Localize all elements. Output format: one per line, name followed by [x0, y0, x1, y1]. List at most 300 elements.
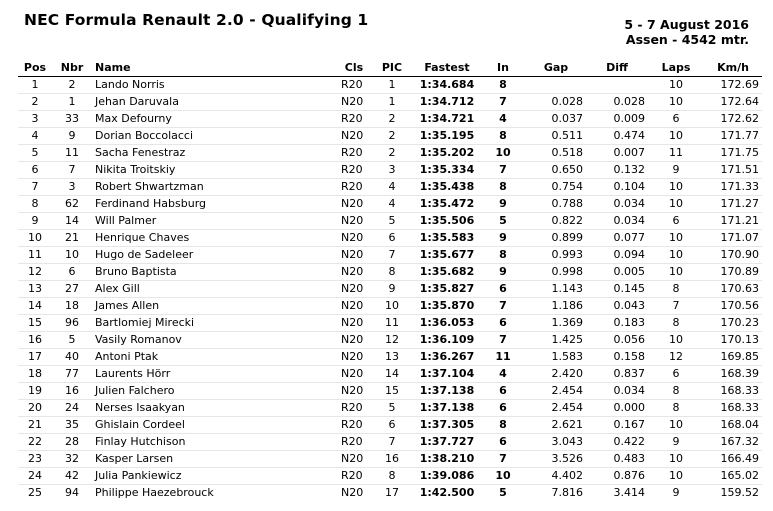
cell-pos: 17	[18, 349, 52, 366]
table-row	[18, 400, 762, 417]
table-row	[18, 298, 762, 315]
cell-gap: 0.754	[526, 179, 586, 196]
cell-in: 8	[480, 128, 526, 145]
cell-name: Julien Falchero	[92, 383, 338, 400]
cell-laps: 6	[648, 213, 704, 230]
cell-laps: 10	[648, 179, 704, 196]
col-header-name: Name	[92, 58, 338, 77]
cell-cls: R20	[338, 400, 370, 417]
cell-pos: 7	[18, 179, 52, 196]
cell-in: 8	[480, 417, 526, 434]
cell-pic: 9	[370, 281, 414, 298]
cell-nbr: 18	[52, 298, 92, 315]
cell-name: Henrique Chaves	[92, 230, 338, 247]
cell-diff: 0.077	[586, 230, 648, 247]
cell-gap: 2.454	[526, 383, 586, 400]
cell-name: Robert Shwartzman	[92, 179, 338, 196]
cell-gap: 2.454	[526, 400, 586, 417]
cell-in: 7	[480, 332, 526, 349]
table-row	[18, 145, 762, 162]
cell-diff: 0.009	[586, 111, 648, 128]
cell-gap: 0.518	[526, 145, 586, 162]
cell-fastest: 1:37.104	[414, 366, 480, 383]
cell-cls: N20	[338, 94, 370, 111]
cell-cls: R20	[338, 434, 370, 451]
cell-kmh: 165.02	[704, 468, 762, 485]
cell-in: 8	[499, 78, 507, 91]
cell-gap: 0.650	[526, 162, 586, 179]
table-row	[18, 332, 762, 349]
cell-name: Philippe Haezebrouck	[92, 485, 338, 502]
cell-gap: 4.402	[526, 468, 586, 485]
cell-diff: 0.034	[586, 383, 648, 400]
cell-in: 7	[480, 94, 526, 111]
cell-cls: R20	[338, 111, 370, 128]
cell-in: 8	[480, 247, 526, 264]
cell-name: Bartlomiej Mirecki	[92, 315, 338, 332]
cell-pos: 24	[18, 468, 52, 485]
cell-fastest: 1:34.721	[414, 111, 480, 128]
cell-fastest: 1:35.870	[414, 298, 480, 315]
cell-diff: 0.104	[586, 179, 648, 196]
cell-gap: 3.043	[526, 434, 586, 451]
cell-fastest: 1:36.109	[414, 332, 480, 349]
col-header-nbr: Nbr	[52, 58, 92, 77]
cell-laps: 10	[648, 128, 704, 145]
cell-nbr: 96	[52, 315, 92, 332]
cell-nbr: 35	[52, 417, 92, 434]
cell-nbr: 77	[52, 366, 92, 383]
cell-kmh: 170.13	[704, 332, 762, 349]
cell-kmh: 171.27	[704, 196, 762, 213]
cell-laps: 8	[648, 281, 704, 298]
cell-laps: 10	[648, 94, 704, 111]
cell-pos: 5	[18, 145, 52, 162]
table-row	[18, 366, 762, 383]
cell-cls: N20	[338, 349, 370, 366]
cell-diff: 0.034	[586, 213, 648, 230]
cell-diff: 3.414	[586, 485, 648, 502]
table-row	[18, 179, 762, 196]
cell-kmh: 171.77	[704, 128, 762, 145]
cell-pos: 13	[18, 281, 52, 298]
table-row	[18, 77, 762, 94]
cell-nbr: 94	[52, 485, 92, 502]
cell-cls: N20	[338, 196, 370, 213]
table-row	[18, 162, 762, 179]
cell-laps: 10	[648, 451, 704, 468]
cell-name: Nerses Isaakyan	[92, 400, 338, 417]
cell-laps: 6	[648, 111, 704, 128]
cell-pic: 7	[370, 434, 414, 451]
cell-kmh: 172.69	[720, 78, 759, 91]
cell-nbr: 27	[52, 281, 92, 298]
cell-pos: 16	[18, 332, 52, 349]
cell-pos: 2	[18, 94, 52, 111]
cell-name: Ghislain Cordeel	[92, 417, 338, 434]
cell-gap: 1.369	[526, 315, 586, 332]
cell-pos: 20	[18, 400, 52, 417]
cell-gap: 2.621	[526, 417, 586, 434]
cell-pic: 6	[370, 230, 414, 247]
cell-pos: 23	[18, 451, 52, 468]
table-row	[18, 264, 762, 281]
cell-kmh: 168.33	[704, 383, 762, 400]
cell-nbr: 10	[52, 247, 92, 264]
cell-diff: 0.005	[586, 264, 648, 281]
cell-pos: 18	[18, 366, 52, 383]
cell-laps: 10	[669, 78, 683, 91]
cell-name: Julia Pankiewicz	[92, 468, 338, 485]
cell-cls: N20	[338, 366, 370, 383]
cell-gap: 0.998	[526, 264, 586, 281]
cell-pos: 12	[18, 264, 52, 281]
cell-name: Kasper Larsen	[92, 451, 338, 468]
cell-pos: 15	[18, 315, 52, 332]
cell-kmh: 170.23	[704, 315, 762, 332]
col-header-pic: PIC	[370, 58, 414, 77]
cell-pos: 6	[18, 162, 52, 179]
cell-kmh: 168.39	[704, 366, 762, 383]
table-row	[18, 451, 762, 468]
cell-in: 4	[480, 366, 526, 383]
cell-kmh: 171.21	[704, 213, 762, 230]
cell-nbr: 14	[52, 213, 92, 230]
cell-in: 7	[480, 451, 526, 468]
cell-diff: 0.145	[586, 281, 648, 298]
cell-cls: N20	[338, 315, 370, 332]
cell-in: 5	[480, 213, 526, 230]
table-row	[18, 315, 762, 332]
cell-pos: 1	[31, 78, 39, 91]
cell-in: 4	[480, 111, 526, 128]
cell-gap: 0.822	[526, 213, 586, 230]
cell-fastest: 1:35.438	[414, 179, 480, 196]
cell-fastest: 1:36.053	[414, 315, 480, 332]
cell-name: Finlay Hutchison	[92, 434, 338, 451]
table-row	[18, 417, 762, 434]
cell-fastest: 1:36.267	[414, 349, 480, 366]
cell-diff: 0.056	[586, 332, 648, 349]
cell-nbr: 6	[52, 264, 92, 281]
cell-kmh: 167.32	[704, 434, 762, 451]
cell-nbr: 7	[52, 162, 92, 179]
cell-laps: 12	[648, 349, 704, 366]
cell-in: 9	[480, 264, 526, 281]
cell-cls: R20	[338, 417, 370, 434]
col-header-kmh: Km/h	[704, 58, 762, 77]
cell-diff: 0.183	[586, 315, 648, 332]
cell-in: 6	[480, 315, 526, 332]
cell-pic: 10	[370, 298, 414, 315]
cell-gap: 0.511	[526, 128, 586, 145]
cell-nbr: 40	[52, 349, 92, 366]
cell-fastest: 1:34.684	[419, 78, 475, 91]
cell-kmh: 170.63	[704, 281, 762, 298]
cell-pos: 8	[18, 196, 52, 213]
cell-diff: 0.876	[586, 468, 648, 485]
cell-pos: 11	[18, 247, 52, 264]
cell-in: 9	[480, 196, 526, 213]
cell-cls: R20	[338, 162, 370, 179]
cell-cls: N20	[338, 128, 370, 145]
cell-kmh: 159.52	[704, 485, 762, 502]
cell-gap: 3.526	[526, 451, 586, 468]
cell-gap: 2.420	[526, 366, 586, 383]
cell-name: Sacha Fenestraz	[92, 145, 338, 162]
cell-cls: N20	[338, 383, 370, 400]
cell-pos: 10	[18, 230, 52, 247]
cell-nbr: 32	[52, 451, 92, 468]
cell-nbr: 16	[52, 383, 92, 400]
cell-pos: 9	[18, 213, 52, 230]
event-date: 5 - 7 August 2016	[624, 17, 749, 32]
cell-laps: 8	[648, 315, 704, 332]
cell-fastest: 1:37.305	[414, 417, 480, 434]
cell-in: 10	[480, 145, 526, 162]
cell-fastest: 1:35.195	[414, 128, 480, 145]
cell-pos: 4	[18, 128, 52, 145]
cell-gap: 0.899	[526, 230, 586, 247]
cell-nbr: 24	[52, 400, 92, 417]
cell-name: Alex Gill	[92, 281, 338, 298]
cell-kmh: 166.49	[704, 451, 762, 468]
cell-fastest: 1:35.202	[414, 145, 480, 162]
cell-name: Laurents Hörr	[92, 366, 338, 383]
cell-pic: 2	[370, 145, 414, 162]
cell-gap: 0.028	[526, 94, 586, 111]
cell-diff	[586, 77, 648, 94]
cell-name: Bruno Baptista	[92, 264, 338, 281]
cell-pos: 21	[18, 417, 52, 434]
cell-pic: 12	[370, 332, 414, 349]
col-header-pos: Pos	[18, 58, 52, 77]
cell-laps: 9	[648, 434, 704, 451]
cell-fastest: 1:35.677	[414, 247, 480, 264]
results-table	[18, 58, 762, 501]
cell-cls: N20	[338, 332, 370, 349]
cell-name: Jehan Daruvala	[92, 94, 338, 111]
cell-fastest: 1:35.472	[414, 196, 480, 213]
cell-nbr: 21	[52, 230, 92, 247]
cell-fastest: 1:37.138	[414, 383, 480, 400]
cell-laps: 11	[648, 145, 704, 162]
cell-kmh: 171.75	[704, 145, 762, 162]
col-header-laps: Laps	[648, 58, 704, 77]
cell-name: James Allen	[92, 298, 338, 315]
cell-kmh: 172.64	[704, 94, 762, 111]
table-row	[18, 111, 762, 128]
cell-pos: 3	[18, 111, 52, 128]
cell-laps: 10	[648, 196, 704, 213]
cell-nbr: 62	[52, 196, 92, 213]
table-row	[18, 434, 762, 451]
cell-nbr: 42	[52, 468, 92, 485]
table-row	[18, 468, 762, 485]
cell-cls: R20	[338, 145, 370, 162]
table-row	[18, 281, 762, 298]
cell-pic: 6	[370, 417, 414, 434]
page-title: NEC Formula Renault 2.0 - Qualifying 1	[24, 11, 369, 29]
cell-fastest: 1:35.827	[414, 281, 480, 298]
cell-nbr: 2	[68, 78, 76, 91]
cell-laps: 10	[648, 332, 704, 349]
cell-name: Vasily Romanov	[92, 332, 338, 349]
cell-name: Ferdinand Habsburg	[92, 196, 338, 213]
cell-diff: 0.000	[586, 400, 648, 417]
table-row	[18, 247, 762, 264]
cell-pic: 15	[370, 383, 414, 400]
cell-gap: 1.143	[526, 281, 586, 298]
cell-cls: N20	[338, 264, 370, 281]
cell-pic: 17	[370, 485, 414, 502]
cell-kmh: 171.33	[704, 179, 762, 196]
cell-diff: 0.837	[586, 366, 648, 383]
table-row	[18, 94, 762, 111]
cell-pic: 4	[370, 196, 414, 213]
cell-kmh: 171.51	[704, 162, 762, 179]
cell-name: Nikita Troitskiy	[92, 162, 338, 179]
cell-in: 6	[480, 281, 526, 298]
cell-in: 11	[480, 349, 526, 366]
cell-laps: 10	[648, 230, 704, 247]
table-row	[18, 128, 762, 145]
cell-nbr: 11	[52, 145, 92, 162]
cell-cls: N20	[338, 213, 370, 230]
cell-fastest: 1:34.712	[414, 94, 480, 111]
cell-cls: N20	[338, 247, 370, 264]
cell-gap: 7.816	[526, 485, 586, 502]
cell-kmh: 170.90	[704, 247, 762, 264]
cell-cls: R20	[338, 468, 370, 485]
cell-nbr: 33	[52, 111, 92, 128]
cell-nbr: 3	[52, 179, 92, 196]
cell-name: Will Palmer	[92, 213, 338, 230]
cell-cls: N20	[338, 298, 370, 315]
cell-pic: 2	[370, 128, 414, 145]
cell-pic: 5	[370, 400, 414, 417]
cell-diff: 0.043	[586, 298, 648, 315]
cell-pic: 7	[370, 247, 414, 264]
cell-gap: 1.583	[526, 349, 586, 366]
cell-kmh: 171.07	[704, 230, 762, 247]
table-row	[18, 196, 762, 213]
cell-diff: 0.474	[586, 128, 648, 145]
cell-pic: 16	[370, 451, 414, 468]
cell-pos: 19	[18, 383, 52, 400]
cell-diff: 0.167	[586, 417, 648, 434]
cell-pic: 14	[370, 366, 414, 383]
cell-fastest: 1:39.086	[414, 468, 480, 485]
cell-pic: 8	[370, 264, 414, 281]
cell-fastest: 1:35.334	[414, 162, 480, 179]
cell-fastest: 1:42.500	[414, 485, 480, 502]
col-header-diff: Diff	[586, 58, 648, 77]
cell-fastest: 1:35.583	[414, 230, 480, 247]
cell-laps: 10	[648, 468, 704, 485]
cell-laps: 6	[648, 366, 704, 383]
cell-kmh: 168.04	[704, 417, 762, 434]
cell-diff: 0.483	[586, 451, 648, 468]
cell-pic: 2	[370, 111, 414, 128]
cell-cls: N20	[338, 281, 370, 298]
cell-pic: 11	[370, 315, 414, 332]
cell-gap: 1.186	[526, 298, 586, 315]
cell-gap: 0.993	[526, 247, 586, 264]
cell-diff: 0.132	[586, 162, 648, 179]
cell-laps: 10	[648, 417, 704, 434]
cell-kmh: 168.33	[704, 400, 762, 417]
cell-in: 6	[480, 383, 526, 400]
cell-in: 10	[480, 468, 526, 485]
col-header-in: In	[480, 58, 526, 77]
cell-gap: 1.425	[526, 332, 586, 349]
cell-name: Antoni Ptak	[92, 349, 338, 366]
table-row	[18, 485, 762, 502]
cell-laps: 8	[648, 383, 704, 400]
cell-name: Lando Norris	[95, 78, 165, 91]
cell-name: Max Defourny	[92, 111, 338, 128]
table-row	[18, 230, 762, 247]
cell-laps: 8	[648, 400, 704, 417]
cell-nbr: 1	[52, 94, 92, 111]
cell-kmh: 170.56	[704, 298, 762, 315]
cell-laps: 9	[648, 485, 704, 502]
table-row	[18, 213, 762, 230]
table-row	[18, 349, 762, 366]
cell-kmh: 172.62	[704, 111, 762, 128]
cell-laps: 7	[648, 298, 704, 315]
cell-pos: 25	[18, 485, 52, 502]
cell-name: Hugo de Sadeleer	[92, 247, 338, 264]
cell-in: 6	[480, 434, 526, 451]
cell-nbr: 5	[52, 332, 92, 349]
cell-diff: 0.007	[586, 145, 648, 162]
cell-cls: N20	[338, 230, 370, 247]
cell-diff: 0.158	[586, 349, 648, 366]
cell-in: 8	[480, 179, 526, 196]
cell-gap	[526, 77, 586, 94]
col-header-gap: Gap	[526, 58, 586, 77]
cell-laps: 9	[648, 162, 704, 179]
cell-cls: N20	[338, 451, 370, 468]
cell-gap: 0.788	[526, 196, 586, 213]
cell-nbr: 28	[52, 434, 92, 451]
cell-kmh: 170.89	[704, 264, 762, 281]
cell-cls: R20	[341, 78, 363, 91]
cell-cls: N20	[338, 485, 370, 502]
cell-in: 6	[480, 400, 526, 417]
cell-fastest: 1:35.506	[414, 213, 480, 230]
cell-gap: 0.037	[526, 111, 586, 128]
col-header-cls: Cls	[338, 58, 370, 77]
cell-in: 7	[480, 298, 526, 315]
cell-fastest: 1:37.727	[414, 434, 480, 451]
cell-diff: 0.034	[586, 196, 648, 213]
cell-in: 7	[480, 162, 526, 179]
cell-pic: 5	[370, 213, 414, 230]
cell-pic: 8	[370, 468, 414, 485]
cell-diff: 0.094	[586, 247, 648, 264]
cell-in: 5	[480, 485, 526, 502]
cell-fastest: 1:37.138	[414, 400, 480, 417]
cell-pic: 4	[370, 179, 414, 196]
col-header-fastest: Fastest	[414, 58, 480, 77]
cell-cls: R20	[338, 179, 370, 196]
cell-pic: 3	[370, 162, 414, 179]
cell-pic: 1	[388, 78, 396, 91]
header-row	[18, 58, 762, 77]
